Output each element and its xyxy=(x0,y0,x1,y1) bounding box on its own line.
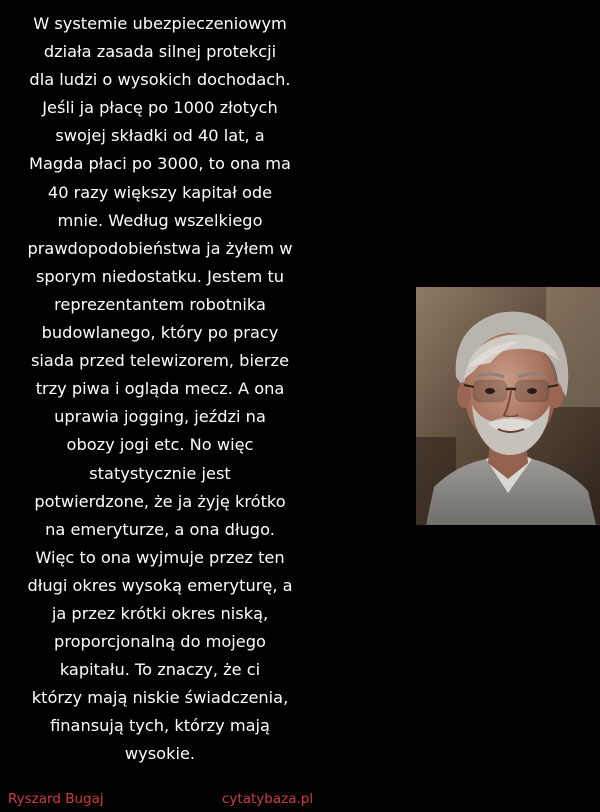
quote-line: reprezentantem robotnika xyxy=(54,294,266,314)
quote-line: 40 razy większy kapitał ode xyxy=(47,182,273,202)
quote-line: W systemie ubezpieczeniowym xyxy=(33,14,287,33)
portrait-illustration xyxy=(416,287,600,525)
quote-line: na emeryturze, a ona długo. xyxy=(45,519,275,539)
quote-line: dla ludzi o wysokich dochodach. xyxy=(29,70,291,90)
quote-line: finansują tych, którzy mają xyxy=(50,716,270,736)
quote-line: budowlanego, który po pracy xyxy=(41,323,279,343)
quote-line: Więc to ona wyjmuje przez ten xyxy=(35,547,285,567)
quote-line: działa zasada silnej protekcji xyxy=(43,42,277,62)
quote-line: siada przed telewizorem, bierze xyxy=(30,351,290,371)
quote-line: sporym niedostatku. Jestem tu xyxy=(35,266,285,286)
quote-line: długi okres wysoką emeryturę, a xyxy=(27,575,293,595)
quote-line: potwierdzone, że ja żyję krótko xyxy=(34,491,286,511)
quote-line: którzy mają niskie świadczenia, xyxy=(31,688,289,708)
quote-line: ja przez krótki okres niską, xyxy=(51,603,269,623)
quote-line: statystycznie jest xyxy=(89,463,231,483)
quote-line: trzy piwa i ogląda mecz. A ona xyxy=(35,379,285,399)
quote-line: kapitału. To znaczy, że ci xyxy=(59,660,261,680)
site-name[interactable]: cytatybaza.pl xyxy=(222,791,314,807)
author-portrait xyxy=(416,287,600,525)
quote-line: swojej składki od 40 lat, a xyxy=(55,126,265,146)
author-name[interactable]: Ryszard Bugaj xyxy=(8,791,104,807)
quote-line: obozy jogi etc. No więc xyxy=(66,435,254,455)
quote-line: mnie. Według wszelkiego xyxy=(57,210,263,230)
quote-line: proporcjonalną do mojego xyxy=(54,632,266,652)
quote-line: wysokie. xyxy=(124,744,196,764)
quote-line: Magda płaci po 3000, to ona ma xyxy=(29,154,291,174)
quote-line: Jeśli ja płacę po 1000 złotych xyxy=(42,98,278,118)
quote-text xyxy=(10,10,310,769)
quote-line: uprawia jogging, jeździ na xyxy=(54,407,266,427)
quote-line: prawdopodobieństwa ja żyłem w xyxy=(27,238,293,258)
